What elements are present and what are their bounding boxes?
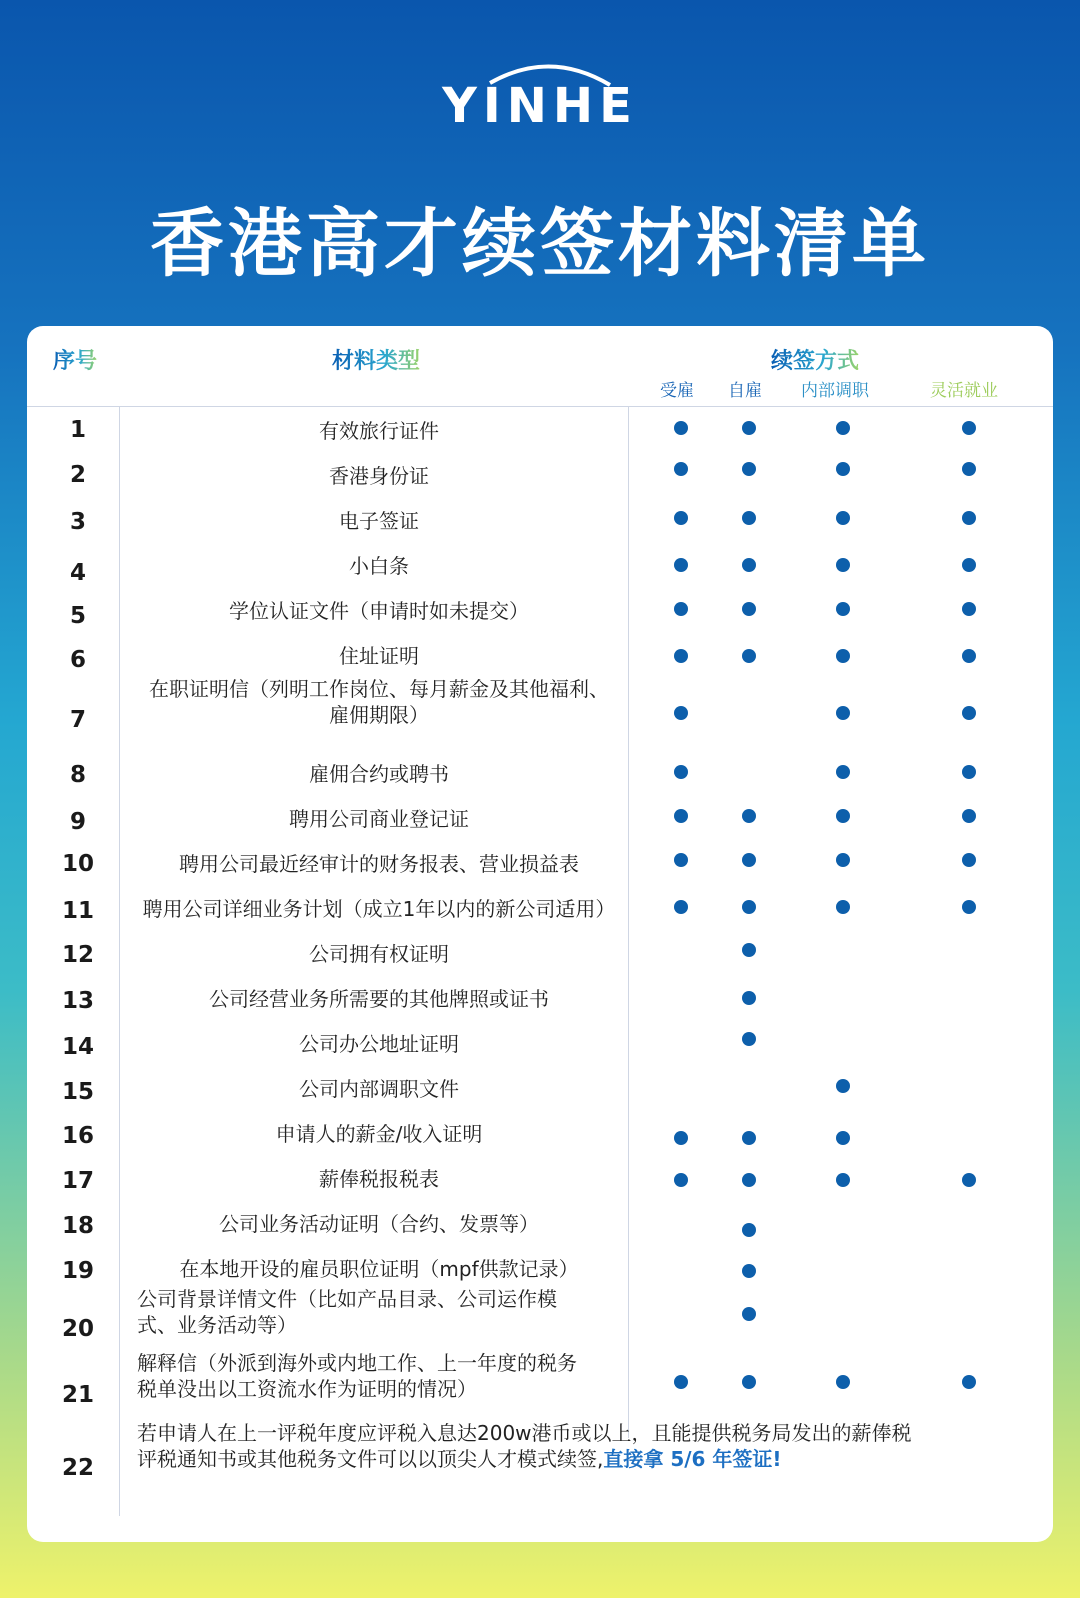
material-line: 在本地开设的雇员职位证明（mpf供款记录） bbox=[179, 1257, 579, 1281]
material-line: 学位认证文件（申请时如未提交） bbox=[229, 599, 529, 623]
check-dot-icon bbox=[836, 765, 850, 779]
row-material bbox=[131, 1076, 627, 1102]
row-number: 5 bbox=[69, 603, 86, 629]
material-line bbox=[137, 1312, 617, 1338]
row-material bbox=[131, 1031, 627, 1057]
row-material bbox=[131, 418, 627, 444]
header-seq: 序号 bbox=[53, 344, 97, 375]
header-mode-flexible: 灵活就业 bbox=[930, 381, 998, 401]
row-number: 21 bbox=[61, 1382, 94, 1408]
row-material bbox=[137, 1286, 617, 1338]
row-material bbox=[131, 463, 627, 489]
check-dot-icon bbox=[836, 649, 850, 663]
row-material bbox=[137, 1420, 1017, 1472]
check-dot-icon bbox=[674, 649, 688, 663]
check-dot-icon bbox=[836, 809, 850, 823]
row-material bbox=[131, 941, 627, 967]
check-dot-icon bbox=[836, 900, 850, 914]
material-line-text: 雇佣期限） bbox=[329, 703, 429, 727]
check-dot-icon bbox=[962, 1375, 976, 1389]
check-dot-icon bbox=[742, 809, 756, 823]
material-line-text: 评税通知书或其他税务文件可以以顶尖人才模式续签, bbox=[137, 1447, 604, 1471]
material-line: 公司内部调职文件 bbox=[299, 1077, 459, 1101]
highlight-text: 直接拿 5/6 年签证! bbox=[603, 1447, 782, 1471]
row-number: 19 bbox=[61, 1258, 94, 1284]
check-dot-icon bbox=[742, 1173, 756, 1187]
check-dot-icon bbox=[962, 421, 976, 435]
check-dot-icon bbox=[836, 1079, 850, 1093]
check-dot-icon bbox=[742, 462, 756, 476]
check-dot-icon bbox=[962, 765, 976, 779]
check-dot-icon bbox=[742, 1264, 756, 1278]
material-line-text: 税单没出以工资流水作为证明的情况） bbox=[137, 1377, 477, 1401]
header-material: 材料类型 bbox=[332, 344, 420, 375]
material-line: 公司业务活动证明（合约、发票等） bbox=[219, 1212, 539, 1236]
row-material bbox=[131, 1121, 627, 1147]
header-mode-transfer: 内部调职 bbox=[801, 381, 869, 401]
page-title: 香港高才续签材料清单 bbox=[150, 201, 930, 287]
check-dot-icon bbox=[742, 511, 756, 525]
check-dot-icon bbox=[836, 462, 850, 476]
row-number: 16 bbox=[61, 1123, 94, 1149]
material-line bbox=[137, 1376, 617, 1402]
check-dot-icon bbox=[962, 602, 976, 616]
row-material bbox=[131, 1256, 627, 1282]
check-dot-icon bbox=[962, 706, 976, 720]
table-header bbox=[27, 326, 1053, 407]
row-number: 1 bbox=[69, 417, 86, 443]
row-material bbox=[137, 1350, 617, 1402]
check-dot-icon bbox=[674, 558, 688, 572]
material-line: 公司办公地址证明 bbox=[299, 1032, 459, 1056]
row-material bbox=[131, 851, 627, 877]
wechat-icon bbox=[612, 1519, 646, 1543]
check-dot-icon bbox=[742, 558, 756, 572]
material-line: 薪俸税报税表 bbox=[319, 1167, 439, 1191]
watermark-text: 公众号 · 银河新港人创业圈 bbox=[654, 1516, 941, 1544]
header-mode: 续签方式 bbox=[771, 344, 859, 375]
row-number: 22 bbox=[61, 1455, 94, 1481]
row-material bbox=[131, 1211, 627, 1237]
material-line bbox=[137, 1446, 1017, 1472]
row-number: 8 bbox=[69, 762, 86, 788]
row-material bbox=[131, 553, 627, 579]
row-material bbox=[131, 1166, 627, 1192]
material-line: 雇佣合约或聘书 bbox=[309, 762, 449, 786]
check-dot-icon bbox=[674, 853, 688, 867]
material-line: 公司经营业务所需要的其他牌照或证书 bbox=[209, 987, 549, 1011]
row-number: 20 bbox=[61, 1316, 94, 1342]
row-number: 14 bbox=[61, 1034, 94, 1060]
row-number: 12 bbox=[61, 942, 94, 968]
check-dot-icon bbox=[742, 943, 756, 957]
row-number: 17 bbox=[61, 1168, 94, 1194]
check-dot-icon bbox=[836, 421, 850, 435]
material-line-text: 式、业务活动等） bbox=[137, 1313, 297, 1337]
check-dot-icon bbox=[742, 991, 756, 1005]
check-dot-icon bbox=[836, 602, 850, 616]
check-dot-icon bbox=[962, 649, 976, 663]
check-dot-icon bbox=[836, 1131, 850, 1145]
row-number: 3 bbox=[69, 509, 86, 535]
row-number: 10 bbox=[61, 851, 94, 877]
row-number: 2 bbox=[69, 462, 86, 488]
check-dot-icon bbox=[836, 1173, 850, 1187]
check-dot-icon bbox=[674, 706, 688, 720]
check-dot-icon bbox=[836, 706, 850, 720]
check-dot-icon bbox=[742, 900, 756, 914]
row-material bbox=[131, 676, 627, 728]
check-dot-icon bbox=[962, 900, 976, 914]
check-dot-icon bbox=[742, 1131, 756, 1145]
check-dot-icon bbox=[962, 853, 976, 867]
logo-text: YINHE bbox=[442, 78, 638, 134]
material-line: 有效旅行证件 bbox=[319, 419, 439, 443]
check-dot-icon bbox=[962, 462, 976, 476]
material-line: 公司拥有权证明 bbox=[309, 942, 449, 966]
check-dot-icon bbox=[674, 421, 688, 435]
check-dot-icon bbox=[836, 853, 850, 867]
material-line: 公司背景详情文件（比如产品目录、公司运作模 bbox=[137, 1287, 557, 1311]
material-line: 申请人的薪金/收入证明 bbox=[275, 1122, 483, 1146]
check-dot-icon bbox=[962, 558, 976, 572]
check-dot-icon bbox=[674, 1375, 688, 1389]
materials-table bbox=[27, 326, 1053, 1542]
row-number: 15 bbox=[61, 1079, 94, 1105]
check-dot-icon bbox=[674, 900, 688, 914]
check-dot-icon bbox=[742, 421, 756, 435]
row-number: 7 bbox=[69, 707, 86, 733]
check-dot-icon bbox=[674, 511, 688, 525]
row-material bbox=[131, 896, 627, 922]
header-mode-employed: 受雇 bbox=[660, 381, 694, 401]
check-dot-icon bbox=[674, 1173, 688, 1187]
check-dot-icon bbox=[674, 1131, 688, 1145]
row-number: 6 bbox=[69, 647, 86, 673]
check-dot-icon bbox=[742, 1307, 756, 1321]
watermark bbox=[612, 1510, 941, 1545]
row-material bbox=[131, 598, 627, 624]
check-dot-icon bbox=[674, 809, 688, 823]
row-material bbox=[131, 761, 627, 787]
check-dot-icon bbox=[742, 1032, 756, 1046]
check-dot-icon bbox=[836, 511, 850, 525]
row-number: 4 bbox=[69, 560, 86, 586]
check-dot-icon bbox=[836, 558, 850, 572]
check-dot-icon bbox=[742, 602, 756, 616]
check-dot-icon bbox=[962, 1173, 976, 1187]
row-number: 9 bbox=[69, 809, 86, 835]
column-divider bbox=[628, 406, 629, 1438]
row-number: 18 bbox=[61, 1213, 94, 1239]
material-line: 住址证明 bbox=[339, 644, 419, 668]
check-dot-icon bbox=[742, 649, 756, 663]
row-number: 13 bbox=[61, 988, 94, 1014]
material-line: 聘用公司商业登记证 bbox=[289, 807, 469, 831]
material-line bbox=[131, 702, 627, 728]
check-dot-icon bbox=[836, 1375, 850, 1389]
material-line: 在职证明信（列明工作岗位、每月薪金及其他福利、 bbox=[149, 677, 609, 701]
material-line: 解释信（外派到海外或内地工作、上一年度的税务 bbox=[137, 1351, 577, 1375]
row-material bbox=[131, 806, 627, 832]
row-number: 11 bbox=[61, 898, 94, 924]
material-line: 若申请人在上一评税年度应评税入息达200w港币或以上，且能提供税务局发出的薪俸税 bbox=[137, 1421, 912, 1445]
check-dot-icon bbox=[962, 511, 976, 525]
material-line: 聘用公司详细业务计划（成立1年以内的新公司适用） bbox=[142, 897, 616, 921]
row-material bbox=[131, 643, 627, 669]
material-line: 聘用公司最近经审计的财务报表、营业损益表 bbox=[179, 852, 579, 876]
material-line: 小白条 bbox=[349, 554, 409, 578]
check-dot-icon bbox=[674, 462, 688, 476]
check-dot-icon bbox=[742, 853, 756, 867]
row-material bbox=[131, 986, 627, 1012]
check-dot-icon bbox=[674, 765, 688, 779]
check-dot-icon bbox=[962, 809, 976, 823]
material-line: 香港身份证 bbox=[329, 464, 429, 488]
check-dot-icon bbox=[742, 1223, 756, 1237]
row-material bbox=[131, 508, 627, 534]
check-dot-icon bbox=[674, 602, 688, 616]
material-line: 电子签证 bbox=[339, 509, 419, 533]
check-dot-icon bbox=[742, 1375, 756, 1389]
header-mode-self-employed: 自雇 bbox=[728, 381, 762, 401]
